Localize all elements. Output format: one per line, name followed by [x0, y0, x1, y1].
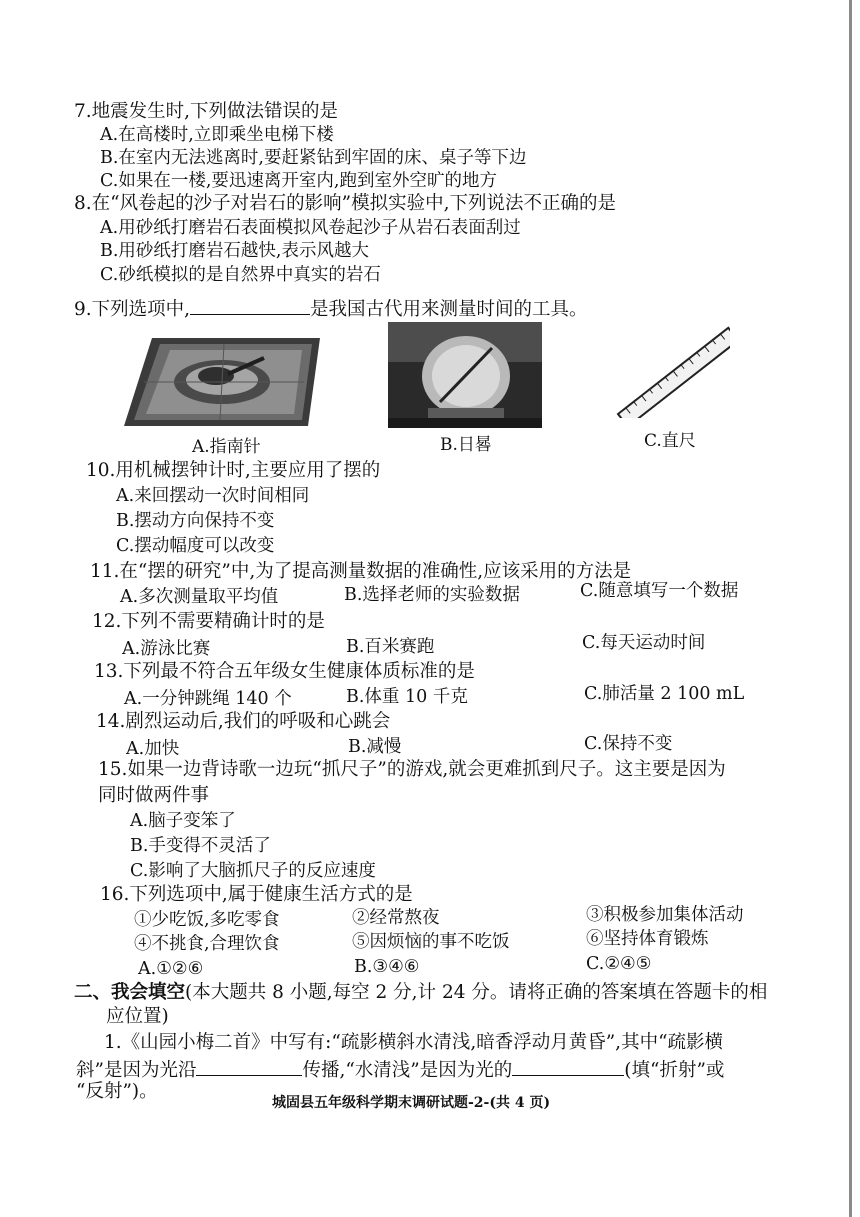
scan-edge-shadow [849, 0, 852, 1217]
q9-stem [74, 296, 588, 321]
q15-stem-line2: 同时做两件事 [98, 785, 210, 806]
q9-option-a: A.指南针 [192, 437, 261, 457]
fill1-text-b: 传播,“水清浅”是因为光的 [302, 1060, 513, 1081]
q11-option-a: A.多次测量取平均值 [120, 587, 279, 607]
compass-image [124, 334, 320, 428]
q9-stem-after: 是我国古代用来测量时间的工具。 [310, 299, 588, 320]
q14-option-a: A.加快 [126, 739, 180, 759]
q16-item-6: ⑥坚持体育锻炼 [586, 929, 709, 949]
fill1-line1: 1.《山园小梅二首》中写有:“疏影横斜水清浅,暗香浮动月黄昏”,其中“疏影横 [104, 1032, 724, 1053]
q9-stem-before: 9.下列选项中, [74, 299, 191, 320]
q8-option-b: B.用砂纸打磨岩石越快,表示风越大 [100, 241, 369, 261]
q13-stem: 13.下列最不符合五年级女生健康体质标准的是 [94, 661, 475, 682]
q16-option-c: C.②④⑤ [586, 954, 652, 974]
section2-desc-line1: (本大题共 8 小题,每空 2 分,计 24 分。请将正确的答案填在答题卡的相 [185, 982, 768, 1003]
q12-option-b: B.百米赛跑 [346, 637, 435, 657]
q16-stem: 16.下列选项中,属于健康生活方式的是 [100, 884, 413, 905]
q7-option-c: C.如果在一楼,要迅速离开室内,跑到室外空旷的地方 [100, 171, 497, 191]
section2-desc-line2: 应位置) [106, 1006, 169, 1027]
q16-item-1: ①少吃饭,多吃零食 [134, 910, 280, 930]
q13-option-c: C.肺活量 2 100 mL [584, 684, 745, 704]
fill1-line2 [76, 1057, 724, 1082]
q14-option-c: C.保持不变 [584, 734, 673, 754]
q12-stem: 12.下列不需要精确计时的是 [92, 611, 325, 632]
q13-option-a: A.一分钟跳绳 140 个 [124, 689, 292, 709]
q8-option-a: A.用砂纸打磨岩石表面模拟风卷起沙子从岩石表面刮过 [100, 218, 521, 238]
q11-option-c: C.随意填写一个数据 [580, 581, 739, 601]
q16-option-b: B.③④⑥ [354, 957, 420, 977]
q7-option-b: B.在室内无法逃离时,要赶紧钻到牢固的床、桌子等下边 [100, 148, 527, 168]
q12-option-a: A.游泳比赛 [122, 639, 211, 659]
q10-option-b: B.摆动方向保持不变 [116, 511, 275, 531]
fill1-text-c: (填“折射”或 [624, 1060, 725, 1081]
q10-option-a: A.来回摆动一次时间相同 [116, 486, 310, 506]
page-footer: 城固县五年级科学期末调研试题-2-(共 4 页) [272, 1095, 551, 1111]
q10-stem: 10.用机械摆钟计时,主要应用了摆的 [86, 460, 381, 481]
q13-option-b: B.体重 10 千克 [346, 687, 468, 707]
q15-option-b: B.手变得不灵活了 [130, 836, 271, 856]
q16-item-5: ⑤因烦恼的事不吃饭 [352, 932, 510, 952]
q16-item-3: ③积极参加集体活动 [586, 905, 744, 925]
q11-option-b: B.选择老师的实验数据 [344, 585, 520, 605]
q7-stem: 7.地震发生时,下列做法错误的是 [74, 101, 339, 122]
q12-option-c: C.每天运动时间 [582, 633, 706, 653]
fill1-text-a: 斜”是因为光沿 [76, 1060, 197, 1081]
q15-option-c: C.影响了大脑抓尺子的反应速度 [130, 861, 376, 881]
q9-option-b: B.日晷 [440, 435, 492, 455]
fill1-blank-2 [512, 1057, 624, 1076]
section2-title: 二、我会填空 [74, 982, 186, 1003]
q11-stem: 11.在“摆的研究”中,为了提高测量数据的准确性,应该采用的方法是 [90, 561, 632, 582]
q8-option-c: C.砂纸模拟的是自然界中真实的岩石 [100, 265, 381, 285]
q7-option-a: A.在高楼时,立即乘坐电梯下楼 [100, 125, 334, 145]
q16-option-a: A.①②⑥ [138, 959, 204, 979]
q16-item-2: ②经常熬夜 [352, 908, 440, 928]
sundial-image [388, 322, 542, 428]
q10-option-c: C.摆动幅度可以改变 [116, 536, 275, 556]
fill1-line3: “反射”)。 [76, 1081, 158, 1102]
q14-option-b: B.减慢 [348, 737, 402, 757]
section2-header [74, 982, 767, 1004]
q15-stem-line1: 15.如果一边背诗歌一边玩“抓尺子”的游戏,就会更难抓到尺子。这主要是因为 [98, 759, 726, 780]
q8-stem: 8.在“风卷起的沙子对岩石的影响”模拟实验中,下列说法不正确的是 [74, 193, 616, 214]
q16-item-4: ④不挑食,合理饮食 [134, 934, 280, 954]
q9-option-c: C.直尺 [644, 431, 696, 451]
q15-option-a: A.脑子变笨了 [130, 811, 236, 831]
ruler-image [614, 318, 730, 418]
q14-stem: 14.剧烈运动后,我们的呼吸和心跳会 [96, 711, 391, 732]
q9-blank [190, 296, 310, 315]
fill1-blank-1 [196, 1057, 302, 1076]
